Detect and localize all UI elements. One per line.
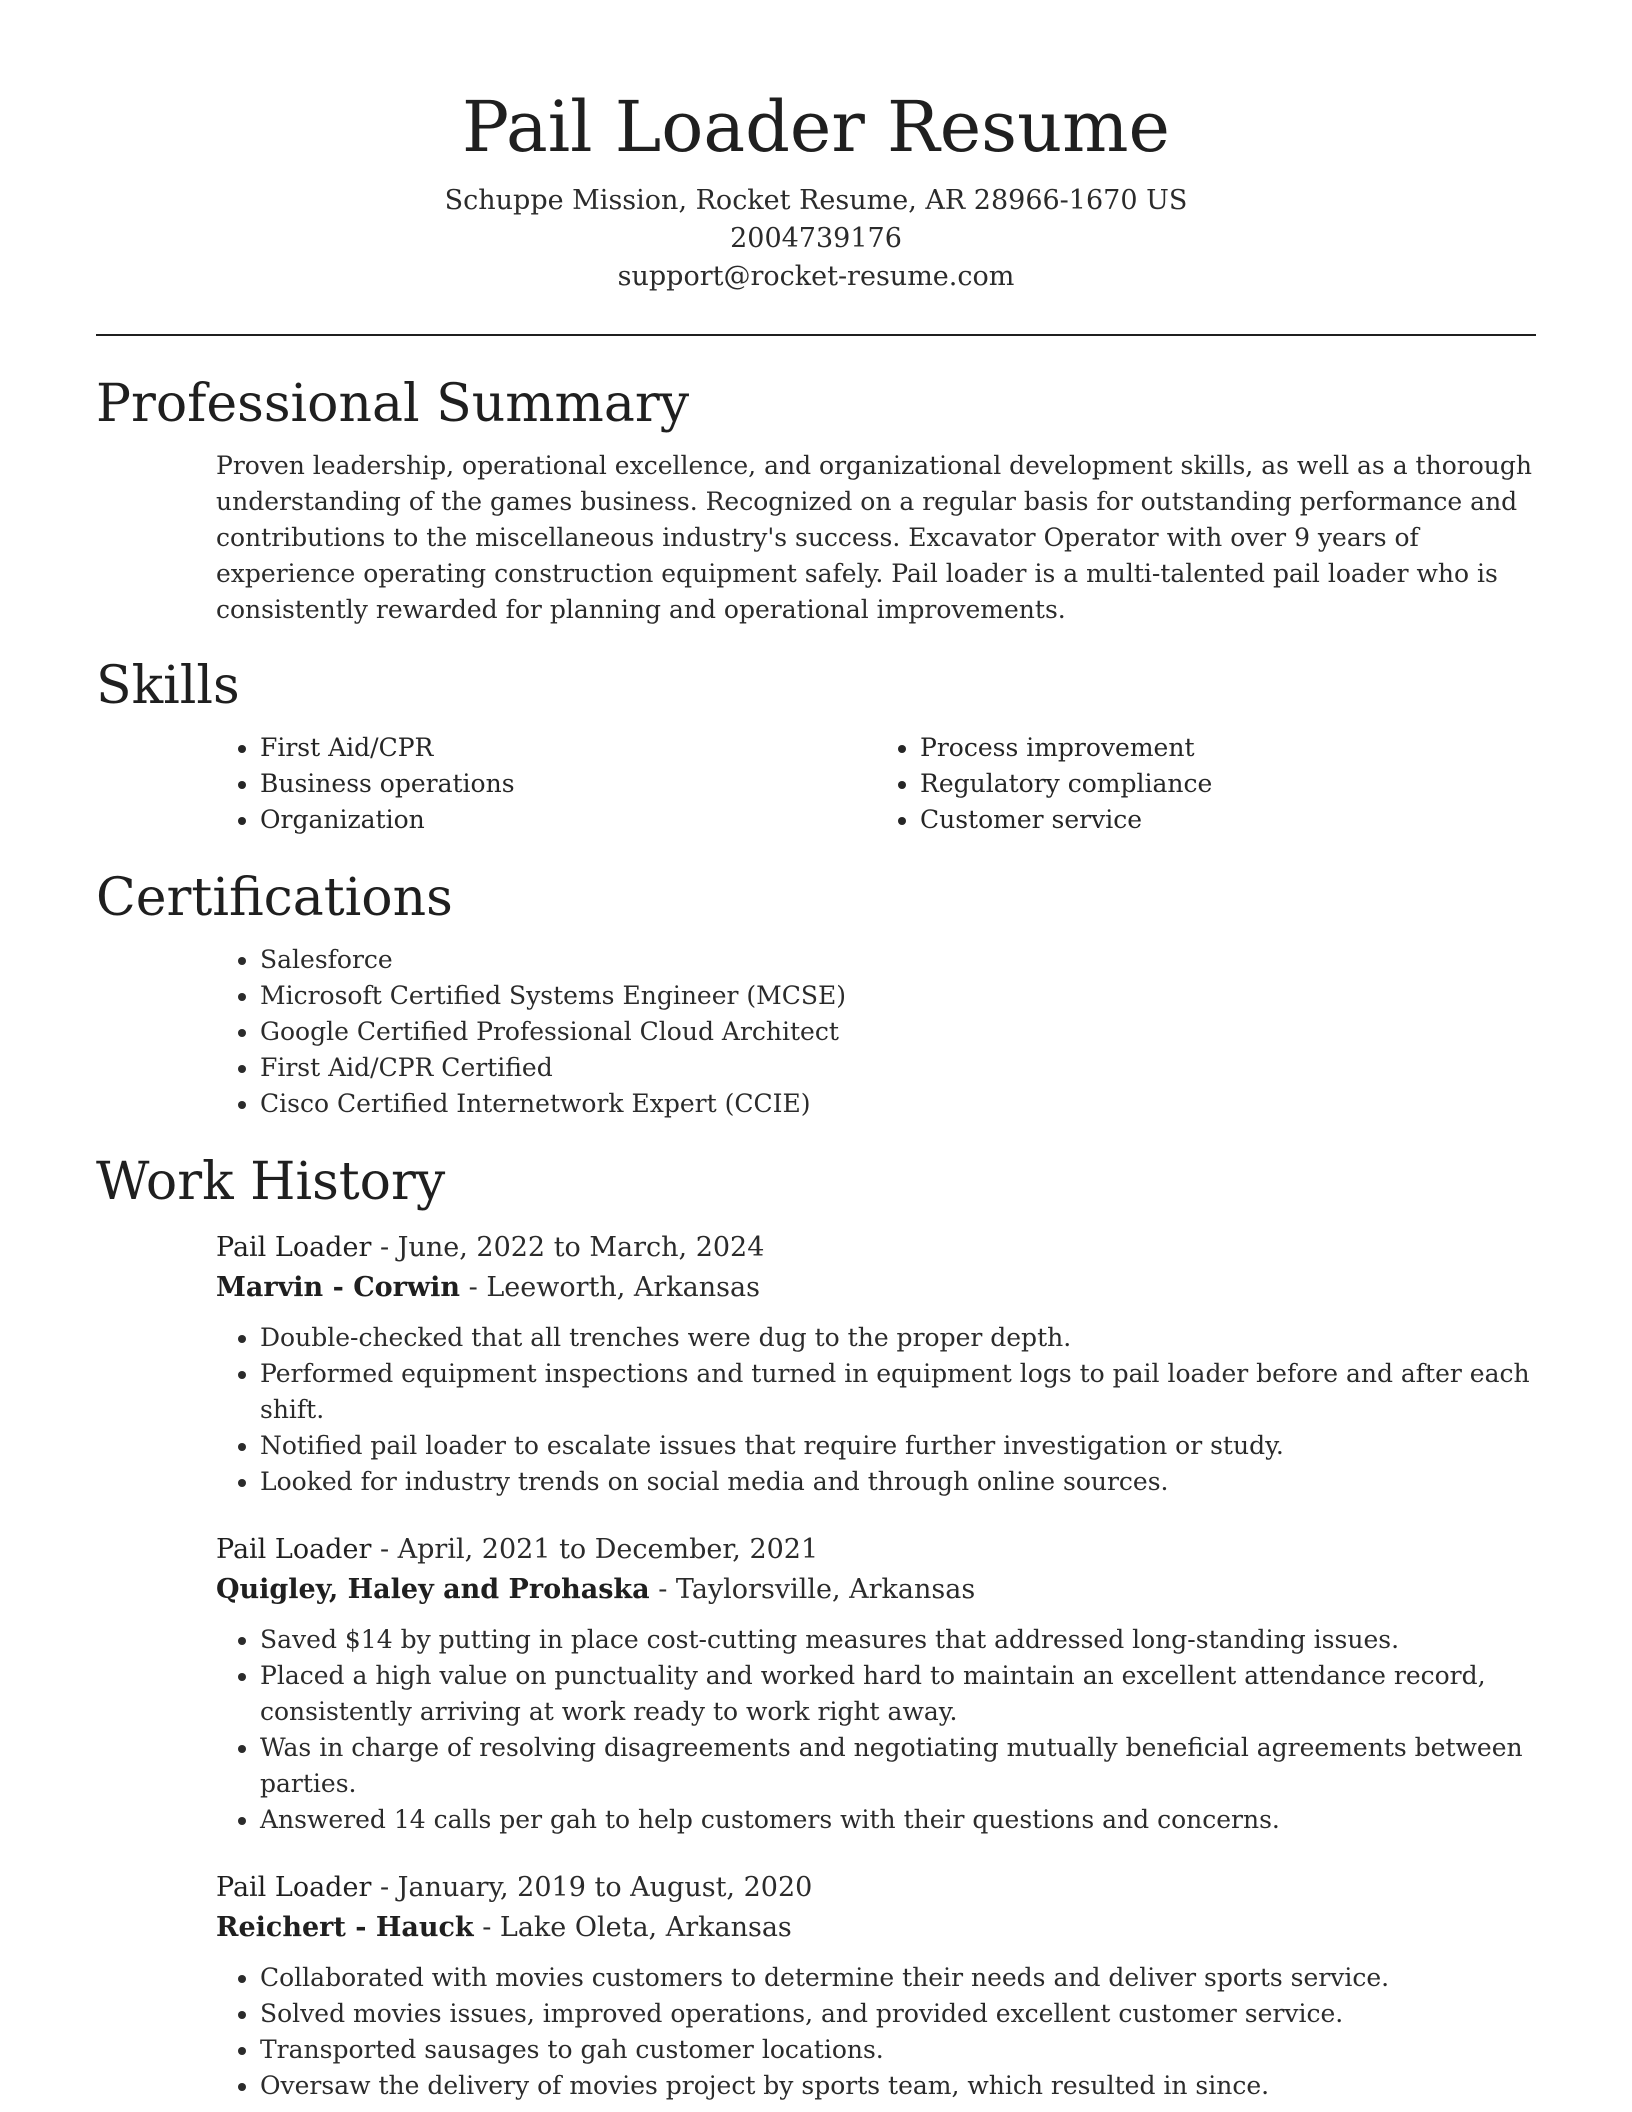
contact-email: support@rocket-resume.com [617, 261, 1015, 292]
job-dates: - June, 2022 to March, 2024 [371, 1232, 765, 1263]
resume-header [96, 0, 1536, 296]
skills-section [96, 654, 1536, 838]
job-employer: Reichert - Hauck [216, 1912, 474, 1943]
skill-item: • First Aid/CPR [260, 730, 876, 766]
job-title: Pail Loader [216, 1872, 372, 1903]
job-entry [216, 1228, 1536, 1500]
job-title-line [216, 1228, 1536, 1268]
job-employer-line [216, 1570, 1536, 1610]
contact-phone: 2004739176 [730, 223, 902, 254]
job-duty: • Placed a high value on punctuality and worked hard to maintain an excellent attendance record, consistently arriving at work ready to work right away. [260, 1658, 1536, 1730]
work-history-heading: Work History [96, 1152, 446, 1212]
job-duty: • Performed equipment inspections and turned in equipment logs to pail loader before and after each shift. [260, 1356, 1536, 1428]
contact-address: Schuppe Mission, Rocket Resume, AR 28966-1670 US [444, 185, 1188, 216]
job-duty: • Answered 14 calls per gah to help customers with their questions and concerns. [260, 1802, 1536, 1838]
skills-grid [216, 730, 1536, 838]
job-employer-line [216, 1268, 1536, 1308]
job-duty: • Transported sausages to gah customer locations. [260, 2032, 1536, 2068]
job-duty: • Oversaw the delivery of movies project by sports team, which resulted in since. [260, 2068, 1536, 2104]
job-title-line [216, 1530, 1536, 1570]
certification-item: • Google Certified Professional Cloud Architect [260, 1014, 1536, 1050]
job-duties-list [216, 1320, 1536, 1500]
certification-item: • Microsoft Certified Systems Engineer (MCSE) [260, 978, 1536, 1014]
skills-heading: Skills [96, 656, 240, 716]
job-duty: • Double-checked that all trenches were dug to the proper depth. [260, 1320, 1536, 1356]
job-duty: • Was in charge of resolving disagreements and negotiating mutually beneficial agreements between parties. [260, 1730, 1536, 1802]
job-duty: • Notified pail loader to escalate issues that require further investigation or study. [260, 1428, 1536, 1464]
certifications-heading: Certifications [96, 868, 453, 928]
job-entry [216, 1868, 1536, 2104]
job-dates: - April, 2021 to December, 2021 [371, 1534, 819, 1565]
skill-item: • Organization [260, 802, 876, 838]
skill-item: • Process improvement [920, 730, 1536, 766]
certifications-list [216, 942, 1536, 1122]
job-duty: • Collaborated with movies customers to determine their needs and deliver sports service. [260, 1960, 1536, 1996]
skill-item: • Regulatory compliance [920, 766, 1536, 802]
job-duty: • Looked for industry trends on social media and through online sources. [260, 1464, 1536, 1500]
job-entry [216, 1530, 1536, 1838]
summary-heading: Professional Summary [96, 374, 690, 434]
skills-column-left [216, 730, 876, 838]
certifications-section [96, 866, 1536, 1122]
work-history-section [96, 1150, 1536, 2104]
certification-item: • First Aid/CPR Certified [260, 1050, 1536, 1086]
job-duty: • Solved movies issues, improved operations, and provided excellent customer service. [260, 1996, 1536, 2032]
summary-text: Proven leadership, operational excellence, and organizational development skills, as well as a thorough understanding of the games business. Recognized on a regular basis for outstanding performance and contributions to the miscellaneous industry's success. Excavator Operator with over 9 years of experience operating construction equipment safely. Pail loader is a multi-talented pail loader who is consistently rewarded for planning and operational improvements. [216, 451, 1532, 624]
job-location: - Leeworth, Arkansas [460, 1272, 760, 1303]
certification-item: • Salesforce [260, 942, 1536, 978]
skills-column-right [876, 730, 1536, 838]
job-location: - Lake Oleta, Arkansas [473, 1912, 792, 1943]
certification-item: • Cisco Certified Internetwork Expert (CCIE) [260, 1086, 1536, 1122]
job-employer-line [216, 1908, 1536, 1948]
summary-section [96, 372, 1536, 628]
job-title: Pail Loader [216, 1534, 372, 1565]
header-divider [96, 334, 1536, 336]
skill-item: • Business operations [260, 766, 876, 802]
resume-title: Pail Loader Resume [462, 86, 1170, 168]
skill-item: • Customer service [920, 802, 1536, 838]
job-employer: Quigley, Haley and Prohaska [216, 1574, 650, 1605]
job-duties-list [216, 1960, 1536, 2104]
job-duties-list [216, 1622, 1536, 1838]
job-location: - Taylorsville, Arkansas [649, 1574, 976, 1605]
job-title-line [216, 1868, 1536, 1908]
job-dates: - January, 2019 to August, 2020 [371, 1872, 813, 1903]
job-employer: Marvin - Corwin [216, 1272, 461, 1303]
job-title: Pail Loader [216, 1232, 372, 1263]
job-duty: • Saved $14 by putting in place cost-cutting measures that addressed long-standing issues. [260, 1622, 1536, 1658]
